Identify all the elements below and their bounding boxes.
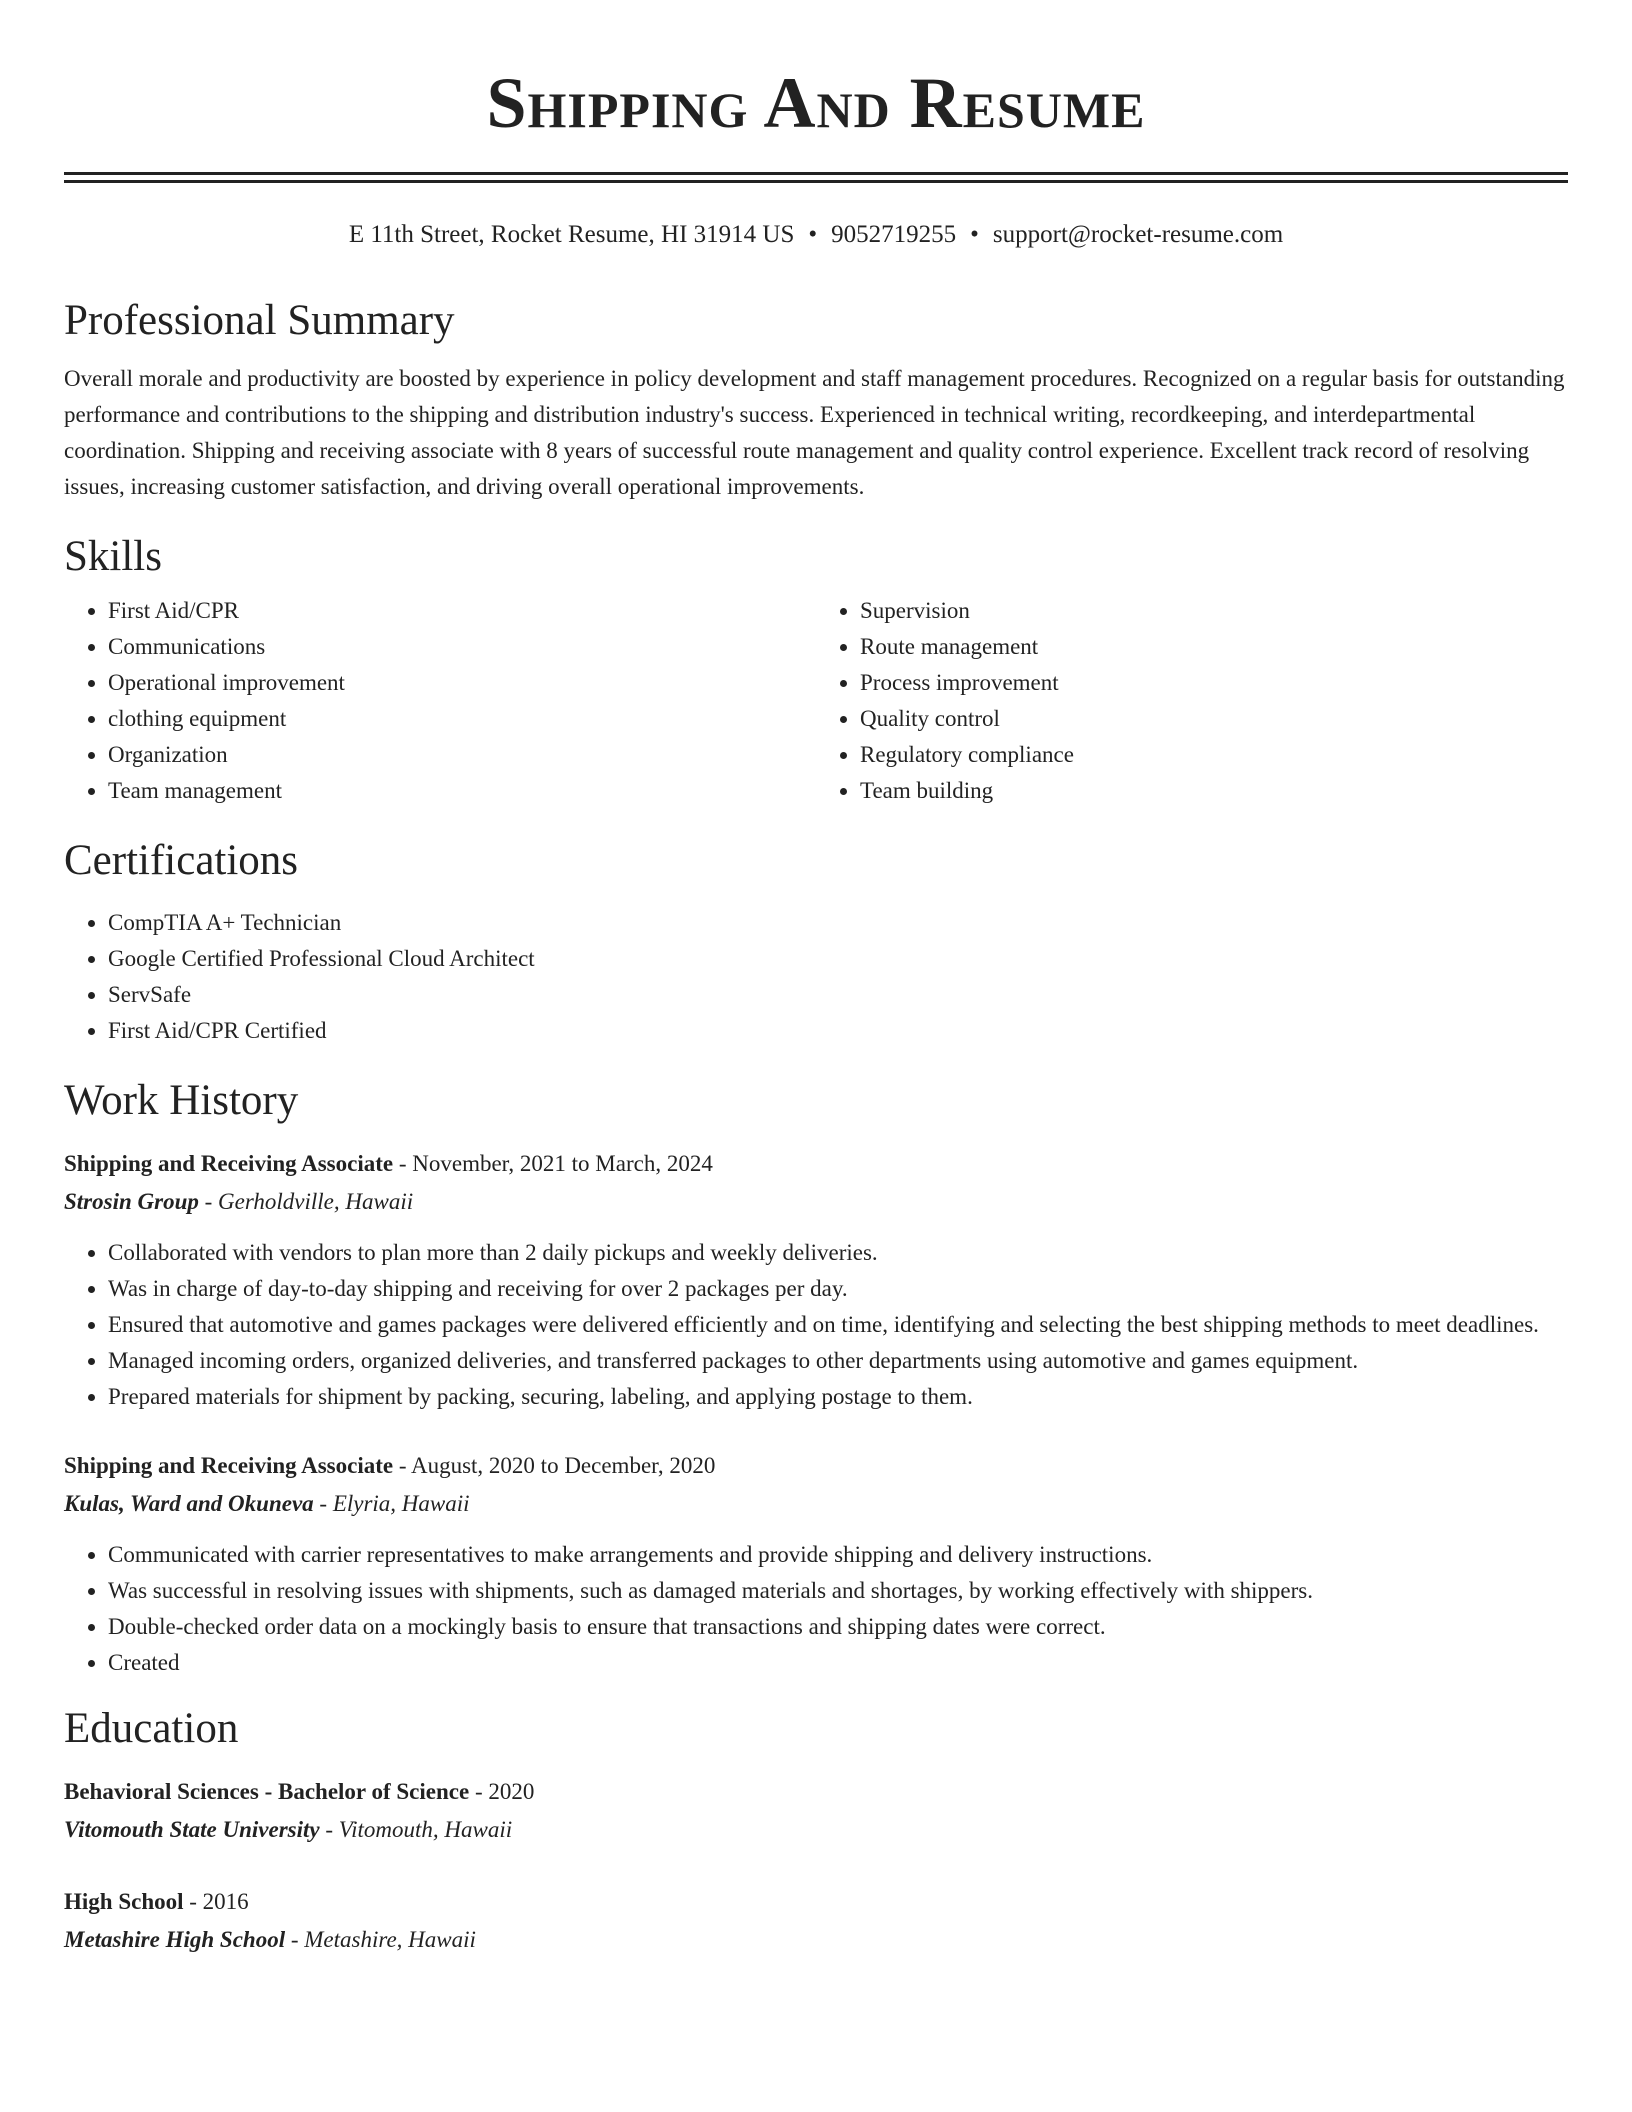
contact-phone: 9052719255 [831,221,957,248]
skills-list-left [64,593,816,809]
job-company-line [64,1485,1568,1523]
job-duties-list [64,1537,1568,1681]
certifications-list [64,905,1568,1049]
job-dates: - August, 2020 to December, 2020 [393,1453,716,1478]
education-degree-line [64,1883,1568,1921]
job-duty: • Created [108,1645,1568,1681]
job-duty: • Prepared materials for shipment by packing, securing, labeling, and applying postage to them. [108,1379,1568,1415]
job-title-line [64,1145,1568,1183]
job-duty: • Managed incoming orders, organized deliveries, and transferred packages to other departments using automotive and games equipment. [108,1343,1568,1379]
job-dates: - November, 2021 to March, 2024 [393,1151,713,1176]
skills-columns [64,593,1568,809]
job-duty: • Communicated with carrier representatives to make arrangements and provide shipping and delivery instructions. [108,1537,1568,1573]
contact-separator: • [808,221,818,248]
skill-item: • Communications [108,629,816,665]
job-duty: • Was in charge of day-to-day shipping and receiving for over 2 packages per day. [108,1271,1568,1307]
education-location: - Vitomouth, Hawaii [319,1817,513,1842]
work-history-heading: Work History [64,1077,299,1124]
job-title: Shipping and Receiving Associate [64,1453,394,1478]
skill-item: • Team management [108,773,816,809]
skills-list-right [816,593,1568,809]
education-school-line [64,1811,1568,1849]
education-school: Vitomouth State University [64,1817,320,1842]
education-year: - 2020 [469,1779,535,1804]
skill-item: • Supervision [860,593,1568,629]
contact-line [64,219,1568,251]
job-title-line [64,1447,1568,1485]
skill-item: • Route management [860,629,1568,665]
job-company-line [64,1183,1568,1221]
job-duty: • Ensured that automotive and games packages were delivered efficiently and on time, identifying and selecting the best shipping methods to meet deadlines. [108,1307,1568,1343]
certification-item: • Google Certified Professional Cloud Architect [108,941,1568,977]
job-company: Kulas, Ward and Okuneva [64,1491,314,1516]
skill-item: • Organization [108,737,816,773]
certification-item: • CompTIA A+ Technician [108,905,1568,941]
skill-item: • Operational improvement [108,665,816,701]
certifications-heading: Certifications [64,837,299,884]
skills-heading: Skills [64,533,162,580]
skill-item: • clothing equipment [108,701,816,737]
job-duties-list [64,1235,1568,1415]
education-degree-line [64,1773,1568,1811]
education-entry [64,1883,1568,1959]
job-duty: • Collaborated with vendors to plan more than 2 daily pickups and weekly deliveries. [108,1235,1568,1271]
job-location: - Gerholdville, Hawaii [198,1189,414,1214]
job-entry [64,1145,1568,1415]
skill-item: • Team building [860,773,1568,809]
education-heading: Education [64,1705,239,1752]
title-divider [64,172,1568,183]
contact-address: E 11th Street, Rocket Resume, HI 31914 US [348,221,795,248]
contact-separator: • [970,221,979,248]
education-school: Metashire High School [64,1927,286,1952]
job-company: Strosin Group [64,1189,199,1214]
job-location: - Elyria, Hawaii [313,1491,470,1516]
job-duty: • Was successful in resolving issues with shipments, such as damaged materials and shortages, by working effectively with shippers. [108,1573,1568,1609]
contact-email: support@rocket-resume.com [992,221,1284,248]
summary-heading: Professional Summary [64,297,455,344]
education-year: - 2016 [183,1889,249,1914]
summary-text: Overall morale and productivity are boosted by experience in policy development and staff management procedures. Recognized on a regular basis for outstanding performance and contributions to the shipping and distribution industry's success. Experienced in technical writing, recordkeeping, and interdepartmental coordination. Shipping and receiving associate with 8 years of successful route management and quality control experience. Excellent track record of resolving issues, increasing customer satisfaction, and driving overall operational improvements. [64,366,1565,499]
skill-item: • Regulatory compliance [860,737,1568,773]
job-title: Shipping and Receiving Associate [64,1151,394,1176]
certification-item: • ServSafe [108,977,1568,1013]
job-duty: • Double-checked order data on a mockingly basis to ensure that transactions and shipping dates were correct. [108,1609,1568,1645]
education-degree: Behavioral Sciences - Bachelor of Science [64,1779,470,1804]
certification-item: • First Aid/CPR Certified [108,1013,1568,1049]
resume-title: Shipping And Resume [486,63,1146,143]
skill-item: • Process improvement [860,665,1568,701]
skill-item: • Quality control [860,701,1568,737]
education-degree: High School [64,1889,184,1914]
skill-item: • First Aid/CPR [108,593,816,629]
job-entry [64,1447,1568,1681]
education-location: - Metashire, Hawaii [285,1927,476,1952]
education-school-line [64,1921,1568,1959]
education-entry [64,1773,1568,1849]
